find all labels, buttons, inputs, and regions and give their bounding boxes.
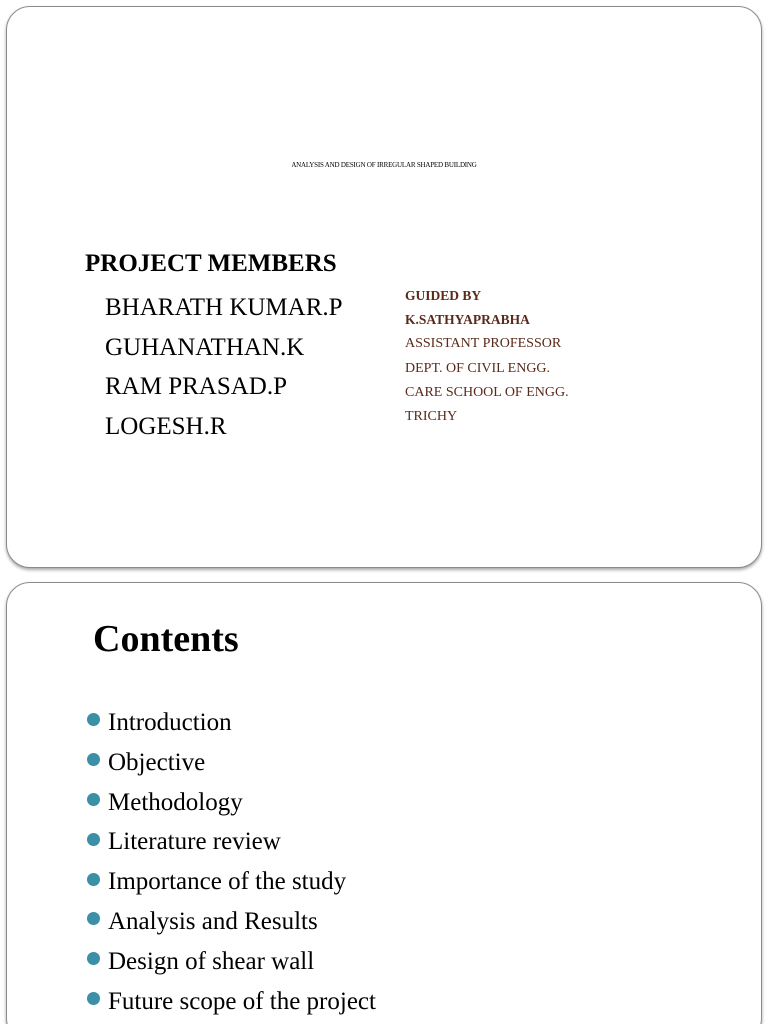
contents-slide [6,582,762,1024]
list-item-label: Literature review [108,828,281,856]
list-item [87,862,376,902]
list-item-label: Methodology [108,788,243,816]
member-name: RAM PRASAD.P [105,373,288,400]
list-item [87,902,376,942]
bullet-icon [87,952,100,965]
list-item [87,822,376,862]
list-item [87,942,376,982]
guide-block [405,284,569,429]
bullet-icon [87,873,100,886]
guide-label: GUIDED BY [405,288,482,303]
members-list [105,288,343,446]
bullet-icon [87,753,100,766]
guide-department: DEPT. OF CIVIL ENGG. [405,360,551,376]
list-item-label: Future scope of the project [108,987,376,1015]
bullet-icon [87,833,100,846]
members-heading: PROJECT MEMBERS [85,250,337,277]
list-item [87,703,376,743]
bullet-icon [87,793,100,806]
bullet-icon [87,912,100,925]
member-name: LOGESH.R [105,412,227,440]
guide-city: TRICHY [405,409,458,425]
guide-name: K.SATHYAPRABHA [405,312,530,328]
title-slide [6,6,762,568]
list-item-label: Analysis and Results [108,907,318,935]
list-item-label: Design of shear wall [108,947,315,975]
guide-college: CARE SCHOOL OF ENGG. [405,384,569,400]
bullet-icon [87,713,100,726]
list-item-label: Introduction [108,709,232,736]
project-title: ANALYSIS AND DESIGN OF IRREGULAR SHAPED BUILDING [291,161,477,169]
list-item [87,783,376,823]
bullet-icon [87,992,100,1005]
contents-list [87,703,376,1021]
member-name: GUHANATHAN.K [105,333,305,361]
member-name: BHARATH KUMAR.P [105,294,343,321]
list-item [87,743,376,783]
list-item [87,982,376,1022]
list-item-label: Importance of the study [108,868,347,896]
list-item-label: Objective [108,748,206,776]
guide-designation: ASSISTANT PROFESSOR [405,336,562,352]
contents-title: Contents [93,618,239,660]
